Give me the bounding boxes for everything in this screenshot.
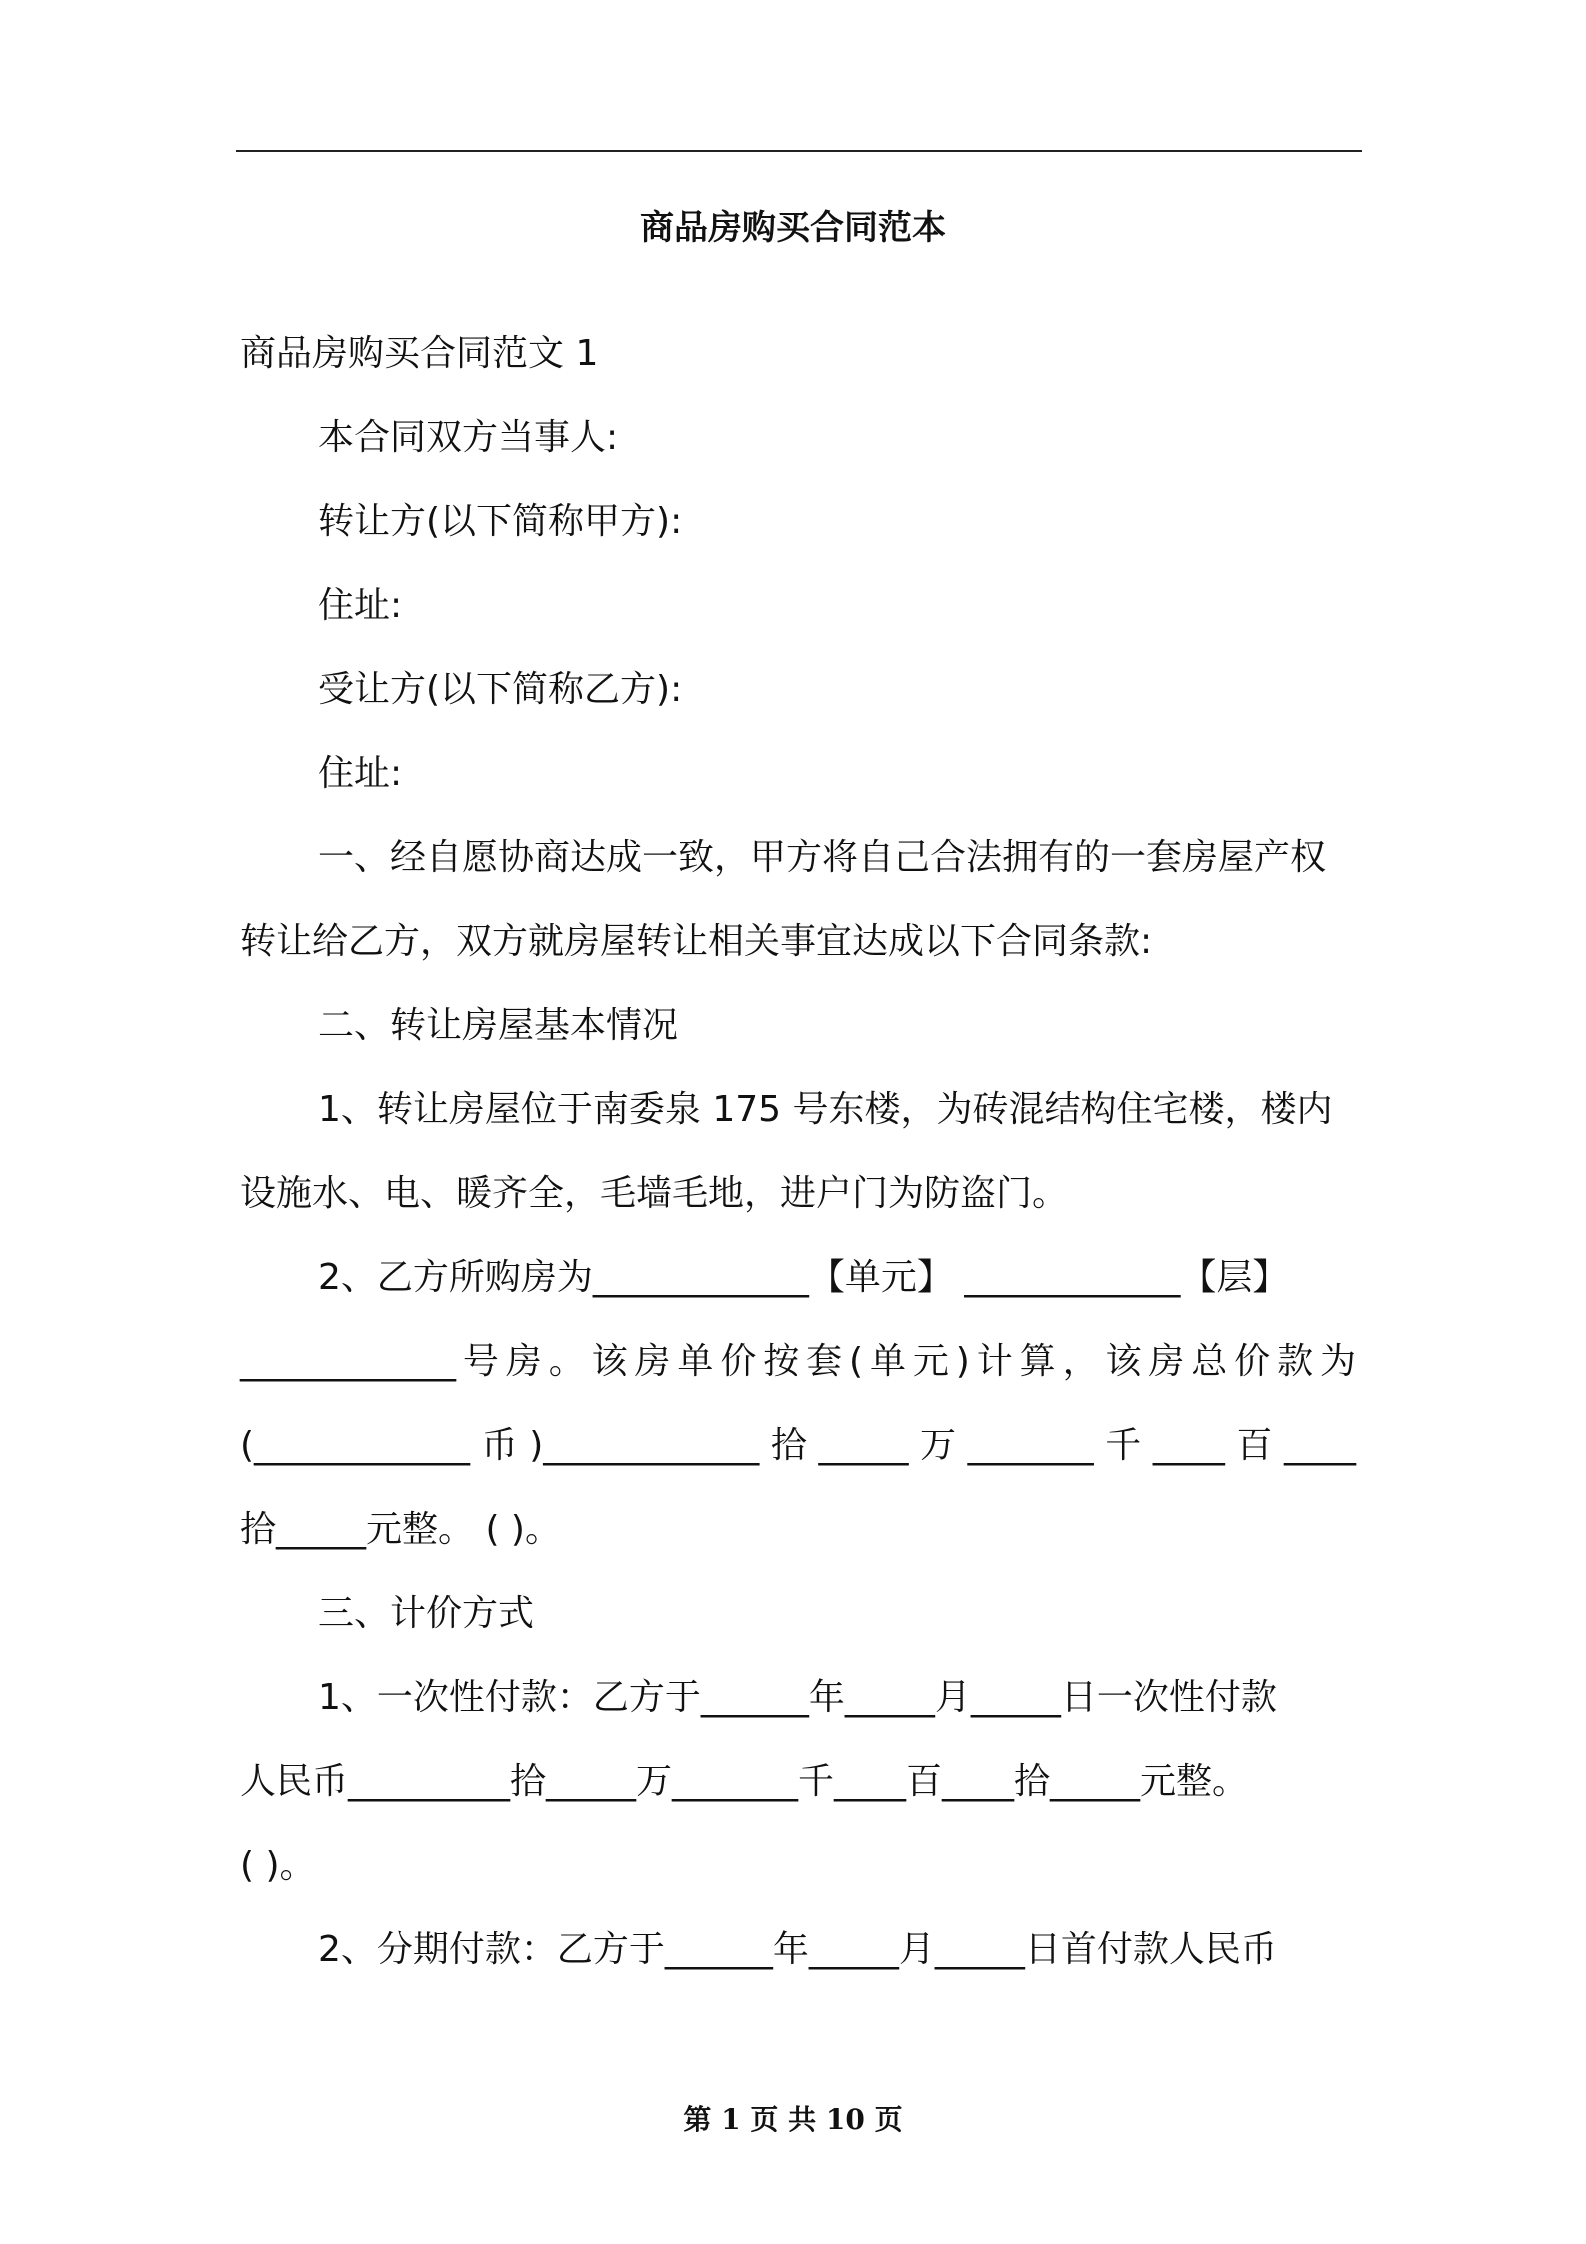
paragraph-line: 设施水、电、暖齐全，毛墙毛地，进户门为防盗门。 [240, 1173, 1069, 1214]
paragraph-line: ( )。 [240, 1845, 316, 1886]
paragraph-line: 转让给乙方，双方就房屋转让相关事宜达成以下合同条款: [240, 921, 1153, 962]
paragraph-line: 受让方(以下简称乙方): [318, 669, 683, 710]
paragraph-line: 三、计价方式 [318, 1593, 535, 1634]
paragraph-line: 2、分期付款：乙方于______年_____月_____日首付款人民币 [318, 1929, 1277, 1970]
document-title: 商品房购买合同范本 [640, 208, 946, 248]
paragraph-line: 1、转让房屋位于南委泉 175 号东楼，为砖混结构住宅楼，楼内 [318, 1089, 1333, 1130]
paragraph-line: 拾_____元整。 ( )。 [240, 1509, 561, 1550]
paragraph-line: 一、经自愿协商达成一致，甲方将自己合法拥有的一套房屋产权 [318, 837, 1327, 878]
paragraph-line: 人民币_________拾_____万_______千____百____拾_____元整。 [240, 1761, 1249, 1802]
header-rule [236, 150, 1362, 152]
paragraph-line: 住址: [318, 585, 403, 626]
page-number: 第 1 页 共 10 页 [683, 2103, 903, 2136]
paragraph-line: 本合同双方当事人: [318, 417, 619, 458]
paragraph-line: 转让方(以下简称甲方): [318, 501, 683, 542]
paragraph-line: 二、转让房屋基本情况 [318, 1005, 679, 1046]
paragraph-line: 2、乙方所购房为____________【单元】 ____________【层】 [318, 1257, 1289, 1298]
paragraph-line: 住址: [318, 753, 403, 794]
paragraph-line: ____________号房。该房单价按套(单元)计算，该房总价款为 [240, 1341, 1356, 1382]
section-heading: 商品房购买合同范文 1 [240, 333, 599, 374]
paragraph-line: 1、一次性付款：乙方于______年_____月_____日一次性付款 [318, 1677, 1277, 1718]
paragraph-line: (____________币)____________拾_____万_______千____百____ [240, 1425, 1356, 1466]
